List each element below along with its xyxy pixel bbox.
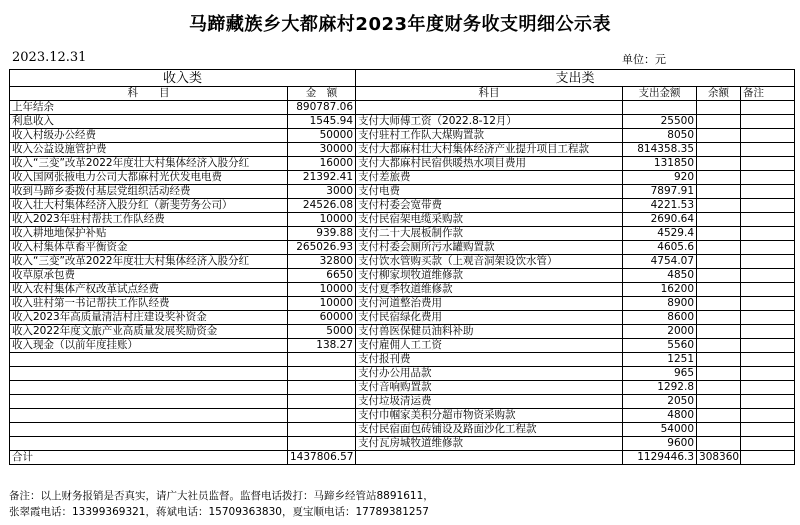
remark-cell <box>741 199 795 213</box>
balance-cell <box>697 241 741 255</box>
balance-cell <box>697 395 741 409</box>
remark-cell <box>741 101 795 115</box>
expense-amount-cell: 1251 <box>623 353 697 367</box>
totals-label: 合计 <box>10 451 288 465</box>
remark-cell <box>741 325 795 339</box>
income-item-cell <box>10 395 288 409</box>
expense-amount-cell: 16200 <box>623 283 697 297</box>
income-amount-cell: 10000 <box>288 283 356 297</box>
remark-cell <box>741 255 795 269</box>
table-row <box>10 437 795 451</box>
remark-cell <box>741 185 795 199</box>
balance-cell <box>697 129 741 143</box>
income-amount-cell: 3000 <box>288 185 356 199</box>
expense-item-cell: 支付办公用品款 <box>356 367 623 381</box>
totals-income: 1437806.57 <box>288 451 356 465</box>
remark-cell <box>741 437 795 451</box>
income-amount-cell: 21392.41 <box>288 171 356 185</box>
income-item-cell: 上年结余 <box>10 101 288 115</box>
expense-item-cell <box>356 101 623 115</box>
income-item-cell: 收入2023年高质量清洁村庄建设奖补资金 <box>10 311 288 325</box>
table-row <box>10 199 795 213</box>
remark-cell <box>741 129 795 143</box>
expense-amount-cell: 2000 <box>623 325 697 339</box>
remark-cell <box>741 115 795 129</box>
income-amount-cell: 60000 <box>288 311 356 325</box>
remark-header: 备注 <box>741 87 795 101</box>
income-item-cell <box>10 437 288 451</box>
table-row <box>10 381 795 395</box>
income-amount-cell: 50000 <box>288 129 356 143</box>
table-row <box>10 255 795 269</box>
income-item-cell: 收入现金（以前年度挂账） <box>10 339 288 353</box>
expense-amount-cell: 4754.07 <box>623 255 697 269</box>
expense-item-cell: 支付报刊费 <box>356 353 623 367</box>
balance-cell <box>697 115 741 129</box>
remark-cell <box>741 311 795 325</box>
expense-amount-cell: 2690.64 <box>623 213 697 227</box>
footer-note-line2: 张翠霞电话：13399369321，蒋斌电话：15709363830，夏宝顺电话：17789381257 <box>9 506 429 518</box>
expense-item-cell: 支付柳家坝牧道维修款 <box>356 269 623 283</box>
expense-item-cell: 支付民宿面包砖铺设及路面沙化工程款 <box>356 423 623 437</box>
remark-cell <box>741 143 795 157</box>
expense-item-cell: 支付雇佣人工工资 <box>356 339 623 353</box>
remark-cell <box>741 367 795 381</box>
expense-item-cell: 支付大都麻村壮大村集体经济产业提升项目工程款 <box>356 143 623 157</box>
table-row <box>10 283 795 297</box>
remark-cell <box>741 409 795 423</box>
income-amount-cell: 265026.93 <box>288 241 356 255</box>
table-row <box>10 297 795 311</box>
expense-amount-cell: 8600 <box>623 311 697 325</box>
income-amount-cell <box>288 437 356 451</box>
expense-item-cell: 支付民宿绿化费用 <box>356 311 623 325</box>
income-item-cell: 收入2023年驻村帮扶工作队经费 <box>10 213 288 227</box>
totals-remark <box>741 451 795 465</box>
balance-cell <box>697 325 741 339</box>
footer-note-line1: 备注：以上财务报销是否真实，请广大社员监督。监督电话拨打：马蹄乡经管站8891611， <box>9 490 434 502</box>
income-amount-cell: 10000 <box>288 213 356 227</box>
income-item-cell: 收到马蹄乡委拨付基层党组织活动经费 <box>10 185 288 199</box>
expense-item-cell: 支付音响购置款 <box>356 381 623 395</box>
remark-cell <box>741 395 795 409</box>
income-amount-cell <box>288 367 356 381</box>
income-amount-cell: 16000 <box>288 157 356 171</box>
balance-cell <box>697 143 741 157</box>
totals-row <box>10 451 795 465</box>
expense-amount-cell: 1292.8 <box>623 381 697 395</box>
income-amount-cell: 6650 <box>288 269 356 283</box>
expense-amount-cell: 2050 <box>623 395 697 409</box>
expense-amount-cell: 920 <box>623 171 697 185</box>
income-amount-cell <box>288 381 356 395</box>
table-row <box>10 325 795 339</box>
expense-amount-cell: 8900 <box>623 297 697 311</box>
expense-item-cell: 支付驻村工作队大煤购置款 <box>356 129 623 143</box>
table-row <box>10 241 795 255</box>
income-item-cell <box>10 367 288 381</box>
totals-expense: 1129446.3 <box>623 451 697 465</box>
income-amount-cell <box>288 423 356 437</box>
income-item-cell: 收入壮大村集体经济入股分红（新斐劳务公司） <box>10 199 288 213</box>
income-amount-cell <box>288 353 356 367</box>
income-item-cell: 收入农村集体产权改革试点经费 <box>10 283 288 297</box>
remark-cell <box>741 283 795 297</box>
expense-amount-cell: 4605.6 <box>623 241 697 255</box>
table-row <box>10 213 795 227</box>
expense-amount-cell: 4850 <box>623 269 697 283</box>
income-amount-cell: 5000 <box>288 325 356 339</box>
expense-item-cell: 支付电费 <box>356 185 623 199</box>
balance-cell <box>697 423 741 437</box>
remark-cell <box>741 297 795 311</box>
table-row <box>10 185 795 199</box>
totals-balance: 308360 <box>697 451 741 465</box>
balance-cell <box>697 367 741 381</box>
table-row <box>10 311 795 325</box>
expense-item-cell: 支付兽医保健员油料补助 <box>356 325 623 339</box>
table-row <box>10 423 795 437</box>
balance-cell <box>697 353 741 367</box>
balance-cell <box>697 227 741 241</box>
remark-cell <box>741 381 795 395</box>
balance-cell <box>697 437 741 451</box>
income-amount-cell: 890787.06 <box>288 101 356 115</box>
expense-amount-cell: 4221.53 <box>623 199 697 213</box>
balance-cell <box>697 269 741 283</box>
page-title: 马蹄藏族乡大都麻村2023年度财务收支明细公示表 <box>188 14 612 35</box>
totals-expense-label <box>356 451 623 465</box>
finance-table <box>9 69 795 465</box>
income-item-cell: 利息收入 <box>10 115 288 129</box>
balance-cell <box>697 339 741 353</box>
income-section-header: 收入类 <box>10 70 356 87</box>
table-row <box>10 115 795 129</box>
income-item-cell: 收草原承包费 <box>10 269 288 283</box>
income-item-cell <box>10 409 288 423</box>
income-item-cell: 收入耕地地保护补贴 <box>10 227 288 241</box>
table-row <box>10 227 795 241</box>
table-row <box>10 143 795 157</box>
expense-item-cell: 支付垃圾清运费 <box>356 395 623 409</box>
remark-cell <box>741 353 795 367</box>
income-item-cell <box>10 353 288 367</box>
remark-cell <box>741 171 795 185</box>
income-amount-cell: 1545.94 <box>288 115 356 129</box>
expense-amount-cell: 7897.91 <box>623 185 697 199</box>
expense-item-cell: 支付村委会厕所污水罐购置款 <box>356 241 623 255</box>
expense-amount-cell: 965 <box>623 367 697 381</box>
expense-item-cell: 支付巾帼家美积分超市物资采购款 <box>356 409 623 423</box>
expense-item-cell: 支付饮水管购买款（上观音洞架设饮水管） <box>356 255 623 269</box>
expense-amount-cell: 8050 <box>623 129 697 143</box>
balance-cell <box>697 171 741 185</box>
expense-amount-cell: 54000 <box>623 423 697 437</box>
expense-amount-cell: 814358.35 <box>623 143 697 157</box>
balance-cell <box>697 381 741 395</box>
balance-cell <box>697 283 741 297</box>
table-row <box>10 157 795 171</box>
expense-item-cell: 支付村委会宽带费 <box>356 199 623 213</box>
income-item-cell: 收入“三变”改革2022年度壮大村集体经济入股分红 <box>10 255 288 269</box>
remark-cell <box>741 241 795 255</box>
table-row <box>10 101 795 115</box>
table-row <box>10 129 795 143</box>
income-item-cell: 收入村级办公经费 <box>10 129 288 143</box>
remark-cell <box>741 213 795 227</box>
balance-cell <box>697 185 741 199</box>
income-amount-cell: 30000 <box>288 143 356 157</box>
column-header-row <box>10 87 795 101</box>
income-item-cell: 收入驻村第一书记帮扶工作队经费 <box>10 297 288 311</box>
table-row <box>10 409 795 423</box>
expense-amount-cell <box>623 101 697 115</box>
table-row <box>10 269 795 283</box>
income-amount-cell: 138.27 <box>288 339 356 353</box>
table-row <box>10 353 795 367</box>
income-amount-cell: 24526.08 <box>288 199 356 213</box>
expense-item-cell: 支付二十大展板制作款 <box>356 227 623 241</box>
income-item-header: 科 目 <box>10 87 288 101</box>
income-item-cell: 收入村集体草畜平衡资金 <box>10 241 288 255</box>
income-item-cell: 收入“三变”改革2022年度壮大村集体经济入股分红 <box>10 157 288 171</box>
expense-amount-cell: 9600 <box>623 437 697 451</box>
income-item-cell: 收入公益设施管护费 <box>10 143 288 157</box>
expense-amount-header: 支出金额 <box>623 87 697 101</box>
expense-item-header: 科目 <box>356 87 623 101</box>
balance-cell <box>697 199 741 213</box>
balance-header: 余额 <box>697 87 741 101</box>
expense-section-header: 支出类 <box>356 70 795 87</box>
expense-item-cell: 支付夏季牧道维修款 <box>356 283 623 297</box>
table-row <box>10 367 795 381</box>
table-row <box>10 339 795 353</box>
expense-item-cell: 支付差旅费 <box>356 171 623 185</box>
report-date: 2023.12.31 <box>12 50 87 65</box>
expense-item-cell: 支付大师傅工资（2022.8-12月） <box>356 115 623 129</box>
expense-item-cell: 支付大都麻村民宿供暖热水项目费用 <box>356 157 623 171</box>
remark-cell <box>741 227 795 241</box>
income-item-cell <box>10 423 288 437</box>
expense-item-cell: 支付河道整治费用 <box>356 297 623 311</box>
income-amount-cell <box>288 409 356 423</box>
expense-amount-cell: 4800 <box>623 409 697 423</box>
expense-amount-cell: 5560 <box>623 339 697 353</box>
income-amount-cell: 939.88 <box>288 227 356 241</box>
table-row <box>10 171 795 185</box>
remark-cell <box>741 423 795 437</box>
expense-amount-cell: 25500 <box>623 115 697 129</box>
currency-unit: 单位：元 <box>622 53 666 66</box>
expense-amount-cell: 131850 <box>623 157 697 171</box>
balance-cell <box>697 409 741 423</box>
expense-item-cell: 支付瓦房城牧道维修款 <box>356 437 623 451</box>
income-amount-cell: 32800 <box>288 255 356 269</box>
income-amount-header: 金 额 <box>288 87 356 101</box>
expense-amount-cell: 4529.4 <box>623 227 697 241</box>
remark-cell <box>741 269 795 283</box>
remark-cell <box>741 157 795 171</box>
balance-cell <box>697 311 741 325</box>
section-header-row <box>10 70 795 87</box>
balance-cell <box>697 255 741 269</box>
income-amount-cell: 10000 <box>288 297 356 311</box>
balance-cell <box>697 101 741 115</box>
balance-cell <box>697 213 741 227</box>
income-item-cell: 收入国网张掖电力公司大都麻村光伏发电电费 <box>10 171 288 185</box>
table-row <box>10 395 795 409</box>
remark-cell <box>741 339 795 353</box>
balance-cell <box>697 297 741 311</box>
income-item-cell <box>10 381 288 395</box>
balance-cell <box>697 157 741 171</box>
income-item-cell: 收入2022年度文旅产业高质量发展奖励资金 <box>10 325 288 339</box>
expense-item-cell: 支付民宿架电缆采购款 <box>356 213 623 227</box>
income-amount-cell <box>288 395 356 409</box>
